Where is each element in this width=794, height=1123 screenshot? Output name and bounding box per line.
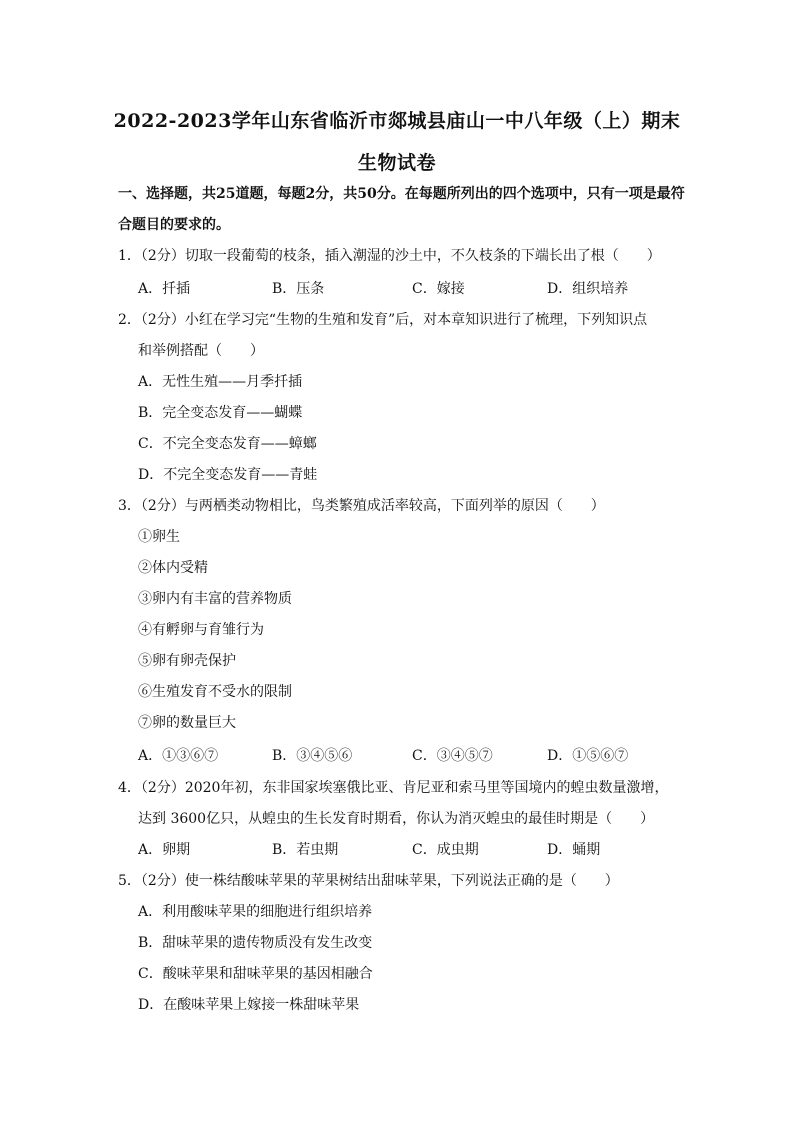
question-2-option-c: C．不完全变态发育——蟑螂 xyxy=(138,436,317,452)
question-5-option-c: C．酸味苹果和甜味苹果的基因相融合 xyxy=(138,966,373,982)
question-3-item: ②体内受精 xyxy=(138,560,208,576)
question-3-item: ①卵生 xyxy=(138,529,180,545)
question-4-option-d: D．蛹期 xyxy=(547,842,601,858)
exam-title-line1: 2022-2023学年山东省临沂市郯城县庙山一中八年级（上）期末 xyxy=(113,110,681,132)
question-2-option-b: B．完全变态发育——蝴蝶 xyxy=(138,405,303,421)
question-1-option-d: D．组织培养 xyxy=(547,281,629,297)
question-3-option-c: C．③④⑤⑦ xyxy=(412,748,493,764)
question-3-item: ③卵内有丰富的营养物质 xyxy=(138,591,292,607)
question-5-option-a: A．利用酸味苹果的细胞进行组织培养 xyxy=(138,904,373,920)
question-2-stem: 2．（2分）小红在学习完“生物的生殖和发育”后，对本章知识进行了梳理，下列知识点 xyxy=(118,312,648,328)
question-1-stem: 1．（2分）切取一段葡萄的枝条，插入潮湿的沙土中，不久枝条的下端长出了根（ ） xyxy=(118,248,661,264)
question-3-option-a: A．①③⑥⑦ xyxy=(138,748,219,764)
question-5-option-d: D．在酸味苹果上嫁接一株甜味苹果 xyxy=(138,997,360,1013)
question-4-stem-cont: 达到 3600亿只，从蝗虫的生长发育时期看，你认为消灭蝗虫的最佳时期是（ ） xyxy=(138,811,655,827)
question-1-option-c: C．嫁接 xyxy=(412,281,465,297)
question-3-stem: 3．（2分）与两栖类动物相比，鸟类繁殖成活率较高，下面列举的原因（ ） xyxy=(118,498,605,514)
question-4-stem: 4．（2分）2020年初，东非国家埃塞俄比亚、肯尼亚和索马里等国境内的蝗虫数量激增， xyxy=(118,780,669,796)
question-4-option-a: A．卵期 xyxy=(138,842,191,858)
question-5-option-b: B．甜味苹果的遗传物质没有发生改变 xyxy=(138,935,373,951)
question-3-item: ⑤卵有卵壳保护 xyxy=(138,653,236,669)
question-4-option-b: B．若虫期 xyxy=(272,842,339,858)
question-3-item: ④有孵卵与育雏行为 xyxy=(138,622,264,638)
question-3-option-d: D．①⑤⑥⑦ xyxy=(547,748,629,764)
question-4-option-c: C．成虫期 xyxy=(412,842,479,858)
question-1-option-b: B．压条 xyxy=(272,281,325,297)
question-3-item: ⑥生殖发育不受水的限制 xyxy=(138,684,292,700)
exam-title-line2: 生物试卷 xyxy=(357,152,436,174)
question-2-option-d: D．不完全变态发育——青蛙 xyxy=(138,467,318,483)
question-5-stem: 5．（2分）使一株结酸味苹果的苹果树结出甜味苹果，下列说法正确的是（ ） xyxy=(118,873,619,889)
question-3-option-b: B．③④⑤⑥ xyxy=(272,748,353,764)
question-1-option-a: A．扦插 xyxy=(138,281,191,297)
question-2-option-a: A．无性生殖——月季扦插 xyxy=(138,374,303,390)
section-heading: 一、选择题，共25道题，每题2分，共50分。在每题所列出的四个选项中，只有一项是最符合题目的要求的。 xyxy=(118,186,685,233)
question-3-item: ⑦卵的数量巨大 xyxy=(138,715,236,731)
question-2-stem-cont: 和举例搭配（ ） xyxy=(138,343,264,359)
